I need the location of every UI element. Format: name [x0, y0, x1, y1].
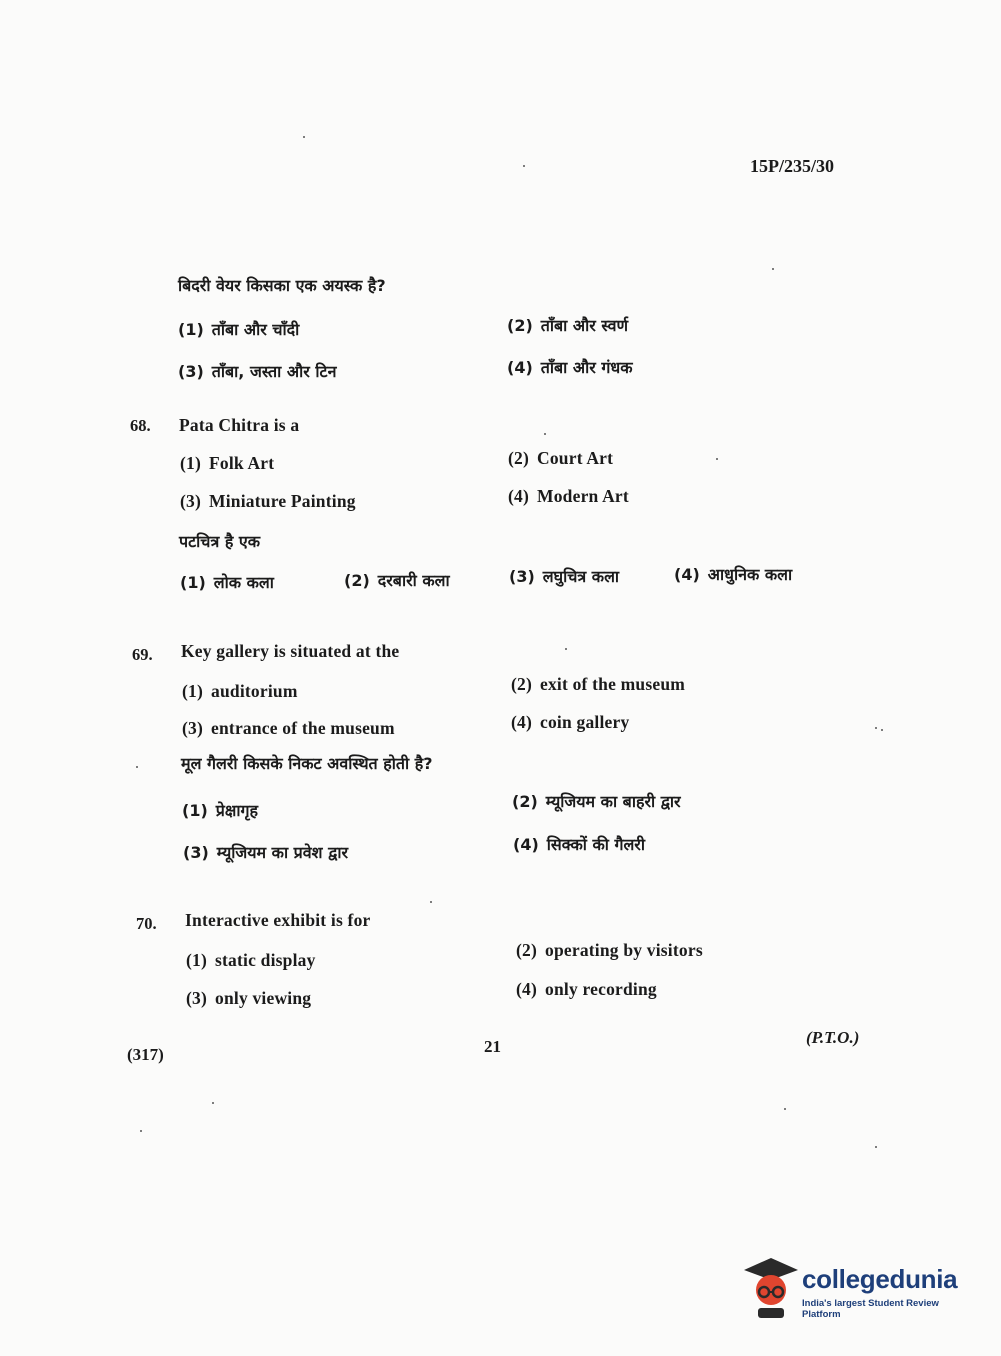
q69-question-hi: मूल गैलरी किसके निकट अवस्थित होती है?: [181, 754, 433, 773]
q68-option-1-en: (1) Folk Art: [180, 453, 275, 473]
q68-option-4-hi: (4) आधुनिक कला: [674, 565, 793, 584]
q69-number: 69.: [132, 645, 153, 664]
q67-question-hi: बिदरी वेयर किसका एक अयस्क है?: [178, 276, 386, 295]
q67-option-3: (3) ताँबा, जस्ता और टिन: [178, 362, 337, 381]
pto-label: (P.T.O.): [806, 1028, 860, 1047]
q70-option-4-en: (4) only recording: [516, 979, 657, 999]
q68-option-3-hi: (3) लघुचित्र कला: [509, 567, 620, 586]
page-number: 21: [484, 1037, 501, 1056]
q68-question-en: Pata Chitra is a: [179, 415, 300, 435]
q70-question-en: Interactive exhibit is for: [185, 910, 371, 930]
q69-question-en: Key gallery is situated at the: [181, 641, 400, 661]
q67-option-2: (2) ताँबा और स्वर्ण: [507, 316, 629, 335]
q69-option-4-en: (4) coin gallery: [511, 712, 630, 732]
q69-option-1-hi: (1) प्रेक्षागृह: [182, 801, 258, 820]
q70-number: 70.: [136, 914, 157, 933]
q68-option-2-hi: (2) दरबारी कला: [344, 571, 450, 590]
q70-option-1-en: (1) static display: [186, 950, 316, 970]
collegedunia-watermark: [742, 1252, 972, 1322]
brand-name: collegedunia: [802, 1264, 958, 1294]
q67-option-4: (4) ताँबा और गंधक: [507, 358, 633, 377]
q69-option-2-en: (2) exit of the museum: [511, 674, 686, 694]
q68-option-3-en: (3) Miniature Painting: [180, 491, 356, 511]
q68-number: 68.: [130, 416, 151, 435]
q69-option-3-hi: (3) म्यूजियम का प्रवेश द्वार: [183, 843, 349, 862]
q68-option-1-hi: (1) लोक कला: [180, 573, 274, 592]
q67-option-1: (1) ताँबा और चाँदी: [178, 320, 300, 339]
q68-option-4-en: (4) Modern Art: [508, 486, 629, 506]
q68-question-hi: पटचित्र है एक: [179, 532, 261, 551]
q69-option-4-hi: (4) सिक्कों की गैलरी: [513, 835, 645, 854]
q68-option-2-en: (2) Court Art: [508, 448, 614, 468]
q69-option-3-en: (3) entrance of the museum: [182, 718, 395, 738]
booklet-number: (317): [127, 1045, 164, 1064]
q69-option-2-hi: (2) म्यूजियम का बाहरी द्वार: [512, 792, 681, 811]
q70-option-2-en: (2) operating by visitors: [516, 940, 703, 960]
paper-code: 15P/235/30: [750, 156, 834, 176]
q70-option-3-en: (3) only viewing: [186, 988, 312, 1008]
brand-tagline: India's largest Student Review Platform: [802, 1298, 939, 1320]
mascot-logo-icon: [742, 1252, 800, 1322]
q69-option-1-en: (1) auditorium: [182, 681, 298, 701]
